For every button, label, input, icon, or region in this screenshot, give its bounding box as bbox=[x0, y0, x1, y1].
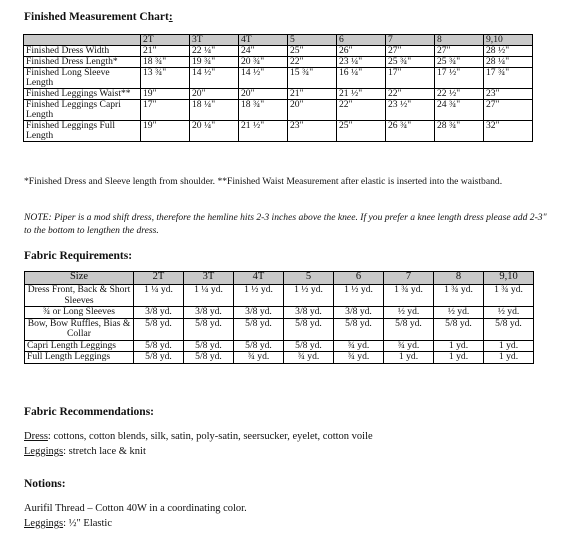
measurement-value: 27" bbox=[484, 100, 533, 121]
measurement-row-label: Finished Leggings Capri Length bbox=[24, 100, 141, 121]
fabric-value: 5/8 yd. bbox=[284, 340, 334, 352]
measurement-value: 15 ¾" bbox=[288, 68, 337, 89]
measurement-value: 18 ¾" bbox=[141, 57, 190, 68]
fabric-value: 3/8 yd. bbox=[334, 307, 384, 319]
fabric-row-label: Capri Length Leggings bbox=[25, 340, 134, 352]
fabric-header-row bbox=[25, 272, 534, 285]
notions-title: Notions: bbox=[24, 478, 66, 490]
hemline-note: NOTE: Piper is a mod shift dress, therefore the hemline hits 2-3 inches above the knee. If you prefer a knee length dress please add 2-3" to the bottom to lengthen the dress. bbox=[24, 212, 547, 236]
measurement-value: 18 ¼" bbox=[190, 100, 239, 121]
measurement-value: 23 ½" bbox=[386, 100, 435, 121]
fabric-row-label: ¾ or Long Sleeves bbox=[25, 307, 134, 319]
measurement-value: 18 ¾" bbox=[239, 100, 288, 121]
fabric-size-header: 9,10 bbox=[484, 272, 534, 285]
measurement-row bbox=[24, 100, 533, 121]
fabric-size-header: 6 bbox=[334, 272, 384, 285]
fabric-value: 5/8 yd. bbox=[134, 340, 184, 352]
fabric-value: ¾ yd. bbox=[334, 352, 384, 364]
measurement-row bbox=[24, 57, 533, 68]
fabric-value: ¾ yd. bbox=[334, 340, 384, 352]
measurement-value: 17 ½" bbox=[435, 68, 484, 89]
fabric-value: 5/8 yd. bbox=[334, 318, 384, 340]
fabric-value: 1 yd. bbox=[434, 352, 484, 364]
fabric-value: 5/8 yd. bbox=[484, 318, 534, 340]
fabric-row-label: Dress Front, Back & Short Sleeves bbox=[25, 285, 134, 307]
fabric-value: 3/8 yd. bbox=[184, 307, 234, 319]
fabric-value: 1 yd. bbox=[484, 352, 534, 364]
measurement-header-row bbox=[24, 35, 533, 46]
notions-thread: Aurifil Thread – Cotton 40W in a coordinating color. bbox=[24, 503, 247, 514]
measurement-header-blank bbox=[24, 35, 141, 46]
measurement-size-header: 2T bbox=[141, 35, 190, 46]
measurement-value: 20 ¾" bbox=[239, 57, 288, 68]
measurement-value: 22" bbox=[337, 100, 386, 121]
fabric-value: ¾ yd. bbox=[234, 352, 284, 364]
measurement-value: 28 ¾" bbox=[435, 121, 484, 142]
measurement-value: 26" bbox=[337, 46, 386, 57]
fabric-value: 5/8 yd. bbox=[184, 340, 234, 352]
fabric-row bbox=[25, 340, 534, 352]
measurement-value: 22" bbox=[288, 57, 337, 68]
measurement-row-label: Finished Dress Length* bbox=[24, 57, 141, 68]
fabric-value: 5/8 yd. bbox=[234, 340, 284, 352]
measurement-row-label: Finished Leggings Full Length bbox=[24, 121, 141, 142]
measurement-value: 25" bbox=[337, 121, 386, 142]
measurement-size-header: 4T bbox=[239, 35, 288, 46]
measurement-size-header: 5 bbox=[288, 35, 337, 46]
measurement-value: 17" bbox=[386, 68, 435, 89]
fabric-value: ¾ yd. bbox=[284, 352, 334, 364]
measurement-value: 14 ½" bbox=[190, 68, 239, 89]
measurement-value: 22" bbox=[386, 89, 435, 100]
measurement-value: 27" bbox=[435, 46, 484, 57]
fabric-row bbox=[25, 285, 534, 307]
fabric-size-header: 4T bbox=[234, 272, 284, 285]
fabric-size-header: 3T bbox=[184, 272, 234, 285]
measurement-value: 32" bbox=[484, 121, 533, 142]
fabric-value: ½ yd. bbox=[434, 307, 484, 319]
measurement-row bbox=[24, 68, 533, 89]
measurement-value: 17" bbox=[141, 100, 190, 121]
fabric-size-header: Size bbox=[25, 272, 134, 285]
fabric-row-label: Bow, Bow Ruffles, Bias & Collar bbox=[25, 318, 134, 340]
fabric-value: 1 yd. bbox=[484, 340, 534, 352]
measurement-value: 20" bbox=[288, 100, 337, 121]
fabric-value: ½ yd. bbox=[484, 307, 534, 319]
fabric-value: 5/8 yd. bbox=[184, 352, 234, 364]
fabric-value: 1 ½ yd. bbox=[234, 285, 284, 307]
fabric-value: 5/8 yd. bbox=[284, 318, 334, 340]
dress-recommendation: Dress: cottons, cotton blends, silk, satin, poly-satin, seersucker, eyelet, cotton voile bbox=[24, 431, 373, 442]
measurement-value: 20 ¼" bbox=[190, 121, 239, 142]
measurement-value: 13 ¾" bbox=[141, 68, 190, 89]
measurement-value: 24" bbox=[239, 46, 288, 57]
measurement-value: 21" bbox=[288, 89, 337, 100]
fabric-value: 1 ¾ yd. bbox=[484, 285, 534, 307]
fabric-row bbox=[25, 307, 534, 319]
fabric-value: 1 ½ yd. bbox=[284, 285, 334, 307]
measurement-row bbox=[24, 121, 533, 142]
fabric-value: ¾ yd. bbox=[384, 340, 434, 352]
fabric-value: 5/8 yd. bbox=[234, 318, 284, 340]
measurement-row bbox=[24, 89, 533, 100]
measurement-chart-title: Finished Measurement Chart: bbox=[24, 11, 173, 23]
fabric-value: 5/8 yd. bbox=[134, 352, 184, 364]
measurement-value: 24 ¾" bbox=[435, 100, 484, 121]
measurement-size-header: 7 bbox=[386, 35, 435, 46]
fabric-row bbox=[25, 318, 534, 340]
fabric-value: 5/8 yd. bbox=[134, 318, 184, 340]
measurement-value: 22 ½" bbox=[435, 89, 484, 100]
fabric-size-header: 2T bbox=[134, 272, 184, 285]
fabric-value: 1 ¾ yd. bbox=[384, 285, 434, 307]
measurement-row-label: Finished Leggings Waist** bbox=[24, 89, 141, 100]
measurement-value: 21 ½" bbox=[337, 89, 386, 100]
measurement-value: 19" bbox=[141, 121, 190, 142]
fabric-size-header: 7 bbox=[384, 272, 434, 285]
fabric-value: 5/8 yd. bbox=[434, 318, 484, 340]
measurement-size-header: 3T bbox=[190, 35, 239, 46]
fabric-value: 5/8 yd. bbox=[184, 318, 234, 340]
measurement-value: 14 ½" bbox=[239, 68, 288, 89]
leggings-recommendation: Leggings: stretch lace & knit bbox=[24, 446, 146, 457]
measurement-size-header: 6 bbox=[337, 35, 386, 46]
fabric-requirements-table bbox=[24, 271, 534, 364]
fabric-value: 3/8 yd. bbox=[284, 307, 334, 319]
measurement-footnote: *Finished Dress and Sleeve length from shoulder. **Finished Waist Measurement after elastic is inserted into the waistband. bbox=[24, 176, 503, 187]
fabric-value: 1 yd. bbox=[434, 340, 484, 352]
fabric-value: 3/8 yd. bbox=[134, 307, 184, 319]
fabric-value: 1 ¼ yd. bbox=[184, 285, 234, 307]
measurement-value: 21 ½" bbox=[239, 121, 288, 142]
measurement-row-label: Finished Dress Width bbox=[24, 46, 141, 57]
measurement-value: 26 ¾" bbox=[386, 121, 435, 142]
fabric-value: 1 ¾ yd. bbox=[434, 285, 484, 307]
fabric-row-label: Full Length Leggings bbox=[25, 352, 134, 364]
measurement-size-header: 8 bbox=[435, 35, 484, 46]
fabric-size-header: 5 bbox=[284, 272, 334, 285]
measurement-value: 19" bbox=[141, 89, 190, 100]
measurement-value: 28 ¼" bbox=[484, 57, 533, 68]
fabric-value: 3/8 yd. bbox=[234, 307, 284, 319]
fabric-recommendations-title: Fabric Recommendations: bbox=[24, 406, 154, 418]
measurement-value: 27" bbox=[386, 46, 435, 57]
measurement-row-label: Finished Long Sleeve Length bbox=[24, 68, 141, 89]
measurement-value: 17 ¾" bbox=[484, 68, 533, 89]
fabric-value: 1 ¼ yd. bbox=[134, 285, 184, 307]
measurement-value: 28 ½" bbox=[484, 46, 533, 57]
measurement-value: 22 ¼" bbox=[190, 46, 239, 57]
measurement-chart-table bbox=[23, 34, 533, 142]
fabric-value: 1 ½ yd. bbox=[334, 285, 384, 307]
measurement-value: 25 ¾" bbox=[386, 57, 435, 68]
measurement-value: 20" bbox=[190, 89, 239, 100]
measurement-row bbox=[24, 46, 533, 57]
fabric-value: ½ yd. bbox=[384, 307, 434, 319]
fabric-requirements-title: Fabric Requirements: bbox=[24, 250, 133, 262]
measurement-value: 23" bbox=[484, 89, 533, 100]
measurement-value: 25" bbox=[288, 46, 337, 57]
fabric-value: 5/8 yd. bbox=[384, 318, 434, 340]
fabric-row bbox=[25, 352, 534, 364]
measurement-size-header: 9,10 bbox=[484, 35, 533, 46]
measurement-value: 23" bbox=[288, 121, 337, 142]
measurement-value: 23 ¼" bbox=[337, 57, 386, 68]
notions-leggings: Leggings: ½" Elastic bbox=[24, 518, 112, 529]
measurement-value: 20" bbox=[239, 89, 288, 100]
fabric-value: 1 yd. bbox=[384, 352, 434, 364]
fabric-size-header: 8 bbox=[434, 272, 484, 285]
measurement-value: 16 ¼" bbox=[337, 68, 386, 89]
measurement-value: 19 ¾" bbox=[190, 57, 239, 68]
measurement-value: 21" bbox=[141, 46, 190, 57]
measurement-value: 25 ¾" bbox=[435, 57, 484, 68]
